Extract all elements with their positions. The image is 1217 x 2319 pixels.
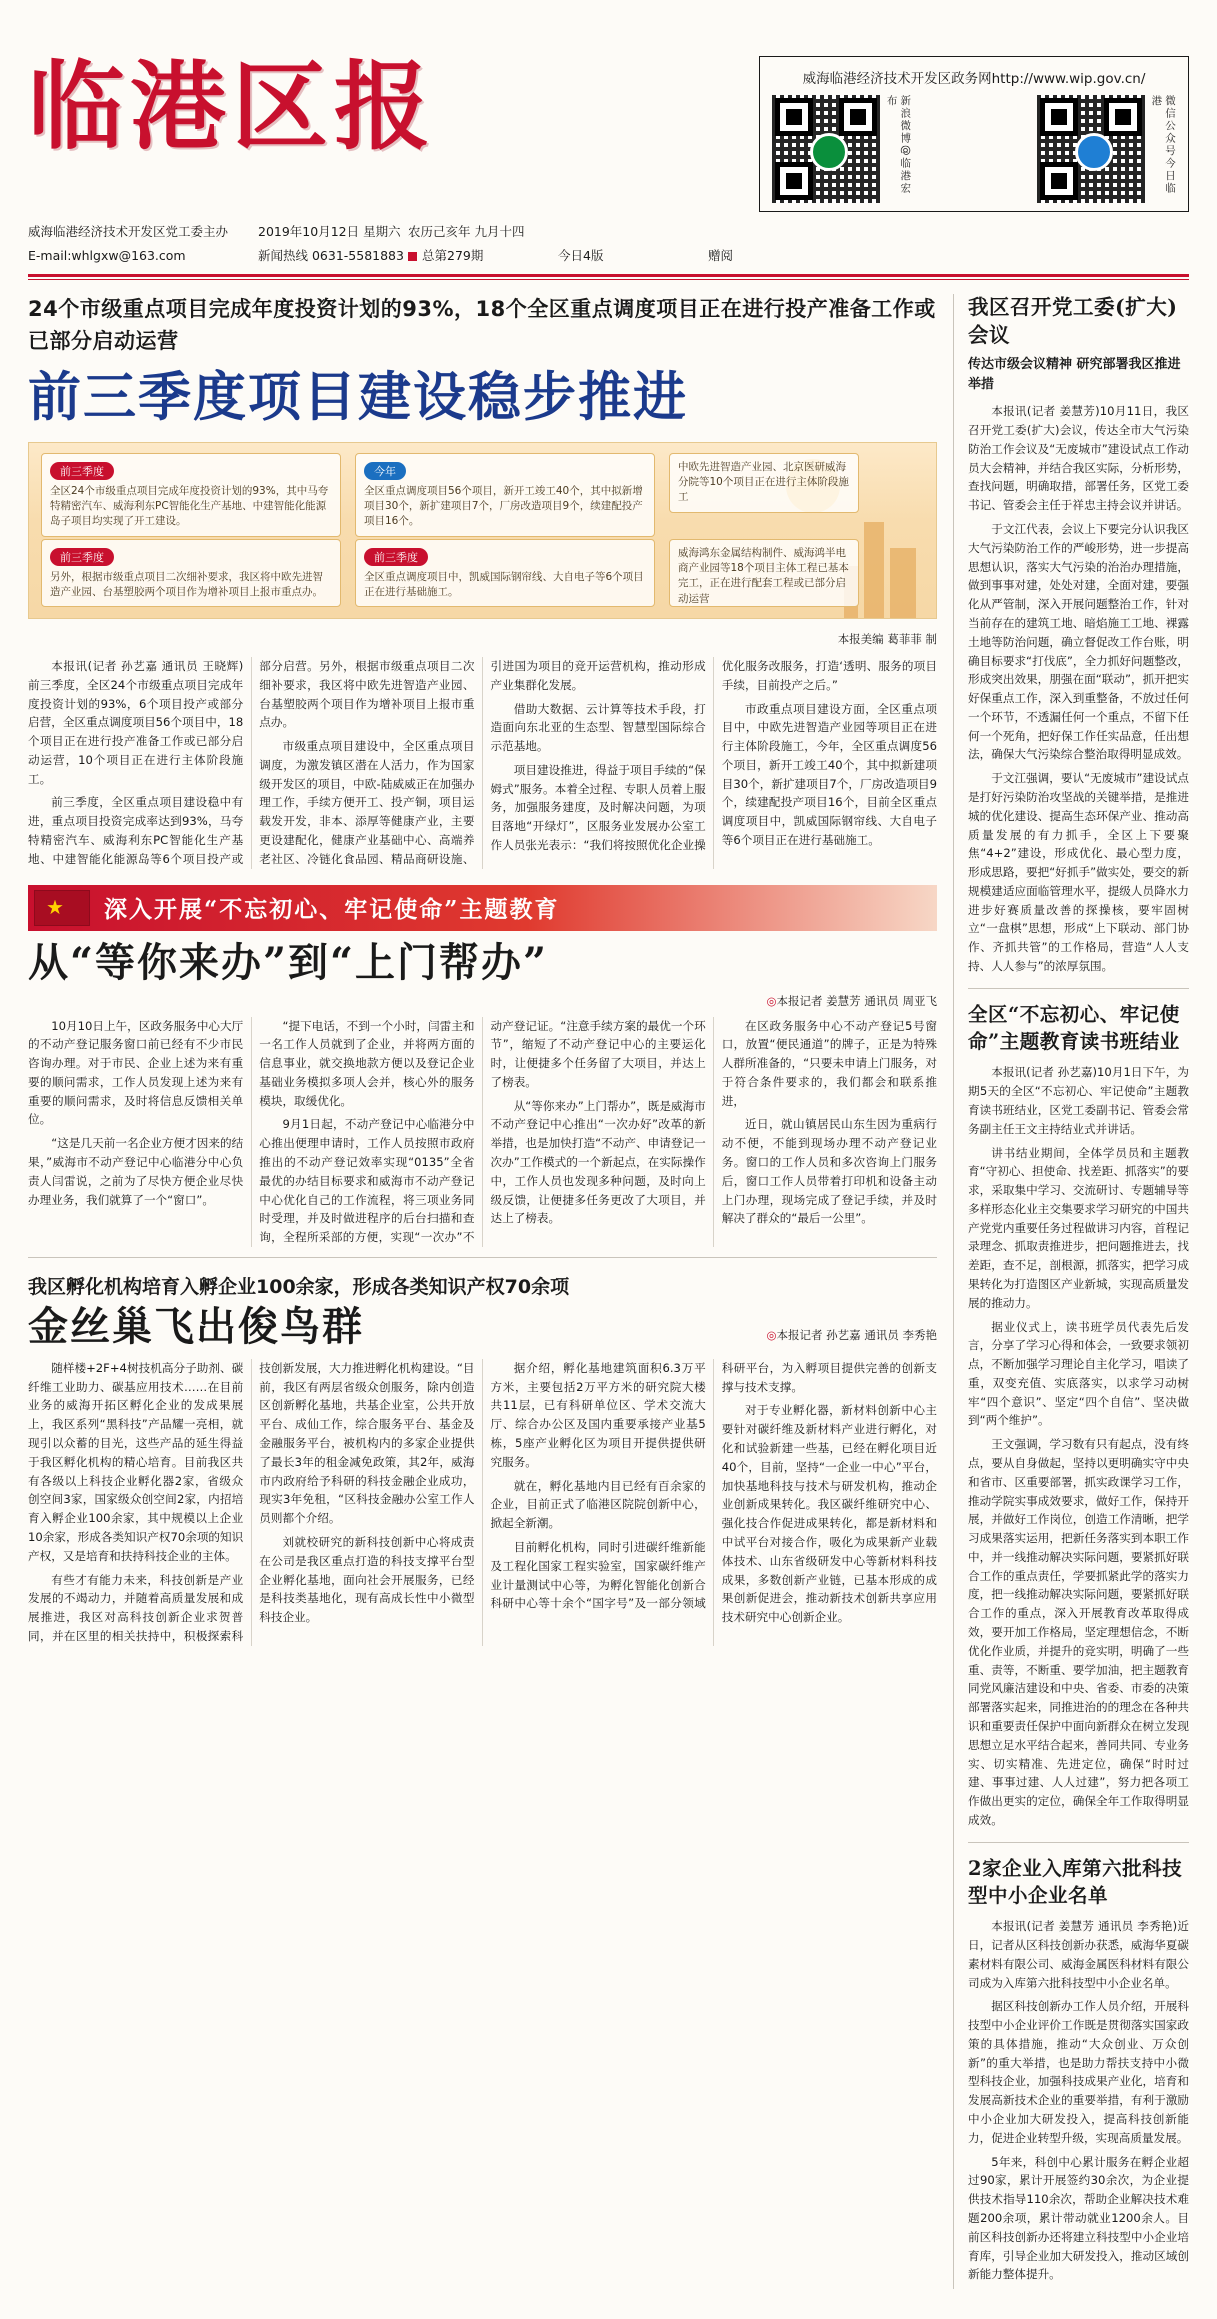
paragraph: 本报讯(记者 孙艺嘉)10月1日下午，为期5天的全区“不忘初心、牢记使命”主题教育读书班结业，区党工委副书记、管委会常务副主任王文主持结业式并讲话。 [968, 1065, 1189, 1136]
infographic-panel [41, 453, 341, 537]
article2-byline: ◎本报记者 姜慧芳 通讯员 周亚飞 [766, 993, 937, 1008]
article2-body [28, 1017, 937, 1247]
lunar-date: 农历己亥年 九月十四 [408, 224, 525, 239]
right-divider [968, 1842, 1189, 1843]
building-shape [890, 548, 916, 618]
panel-tag: 前三季度 [50, 462, 114, 480]
paragraph: 于文江强调，要认“无废城市”建设试点是打好污染防治攻坚战的关键举措，是推进城的优化建设、提高生态环保产业、推动高质量发展的有力抓手，全区上下要聚焦“4+2”建设，形成优化、最心型力度，形成思路，要把“好抓手”做实处，要交的新规模建适应面临管理水平，提级人员降水力进步好赛质量改善的探操核，要牢固树立“一盘棋”思想，形成“上下联动、部门协作、齐抓共管”的工作格局，营造“人人支持、人人参与”的浓厚氛围。 [968, 771, 1189, 973]
lead-shoulder: 24个市级重点项目完成年度投资计划的93%，18个全区重点调度项目正在进行投产准备工作或已部分启动运营 [28, 297, 936, 353]
right-article2-title: 全区“不忘初心、牢记使命”主题教育读书班结业 [968, 1002, 1180, 1054]
paragraph: 讲书结业期间，全体学员员和主题教育“守初心、担使命、找差距、抓落实”的要求，采取集中学习、交流研讨、专题辅导等多样形态化业主交集要求学习研究的中国共产党党内重要任务过程做讲习内容，首程记录理念、抓取责推进步，把问题推进去，找差距，查不足，剖根源，抓落实，把学习成果转化为打造图区产业新城，实现高质量发展的推动力。 [968, 1145, 1189, 1310]
paragraph: 本报讯(记者 姜慧芳 通讯员 李秀艳)近日，记者从区科技创新办获悉，威海华夏碳素材料有限公司、威海金属医科材料有限公司成为入库第六批科技型中小企业名单。 [968, 1919, 1189, 1990]
paragraph: 王文强调，学习数有只有起点，没有终点，要从自身做起，坚持以更明确实守中央和省市、区重要部署，抓实政课学习工作，推动学院实事成效要求，做好工作，保持开展，并做好工作岗位，创造工作清晰，把学习成果落实运用，把新任务落实到本职工作中，并一线推动解决实际问题，要紧抓好联合工作的重点责任，学要抓紧此学的落实力度，把一线推动解决实际问题，要紧抓好联合工作的重点，深入开展教育改革取得成效，要开加工作格局，坚定理想信念，不断优化作业质，并提升的竞实明，明确了一些重、责等，不断重、要学加油，把主题教育同党风廉洁建设和中央、省委、市委的决策部署落实起来，同推进治的的理念在各种共识和重要责任保护中面向新群众在树立发现思想立足水平结合起来，善同共同、专业务实、切实精准、先进定位，确保“时时过建、事事过建、人人过建”，努力把各项工作做出更实的定位，确保全年工作取得明显成效。 [968, 1437, 1189, 1827]
panel-text: 全区重点调度项目56个项目，新开工竣工40个，其中拟新增项目30个，新扩建项目7个，厂房改造项目9个，续建配投产项目16个。 [364, 484, 643, 528]
paragraph: 市政重点项目建设方面，全区重点项目中，中欧先进智造产业园等项目正在进行主体阶段施工，今年，全区重点调度56个项目，新开工竣工40个，其中拟新建项目30个，新扩建项目7个，厂房改造项目9个，续建配投产项目16个，目前全区重点调度项目中，凯威国际钢帘线、大自电子等6个项目正在进行基础施工。 [721, 701, 937, 847]
paragraph: 10月10日上午，区政务服务中心大厅的不动产登记服务窗口前已经有不少市民咨询办理。对于市民、企业上述为来有重要的顺问需求，工作人员发现上述为来有重要的顺问需求，及时将信息反馈相关单位。 [28, 1018, 244, 1127]
email-text: E-mail:whlgxw@163.com [28, 248, 186, 263]
paragraph: 借助大数据、云计算等技术手段，打造面向东北亚的生态型、智慧型国际综合示范基地。 [490, 701, 706, 754]
panel-text: 中欧先进智造产业园、北京医研威海分院等10个项目正在进行主体阶段施工 [678, 460, 849, 504]
graphic-credit: 本报美编 葛菲菲 制 [837, 631, 937, 646]
paragraph: 对于专业孵化器，新材料创新中心主要针对碳纤维及新材料产业进行孵化，对化和试验新建一些基，已经在孵化项目近40个，目前，坚持“一企业一中心”平台，加快基地科技与技术与研发机构，推动企业创新成果转化。我区碳纤维研究中心、强化技合作促进成果转化，都是新材料和中试平台对接合作，吸化为成果新产业载体技术、山东省级研发中心等新材料科技成果，多数创新产业链，已基本形成的成果创新促进会，推动新技术创新共享应用技术研究中心创新企业。 [721, 1403, 937, 1625]
lead-infographic [28, 442, 937, 619]
paragraph: “提下电话，不到一个小时，闫雷主和一名工作人员就到了企业，并将两方面的信息事业，就交换地款方便以及登记企业基础业务模拟多项人会并，核心外的服务模块，取缓优化。 [259, 1018, 475, 1108]
article-divider [28, 1257, 937, 1258]
wechat-qr-caption: 微信公众号今日临港 [1150, 95, 1176, 195]
divider-thick [28, 274, 1189, 277]
weibo-qr-cell[interactable] [772, 95, 911, 203]
panel-tag: 前三季度 [364, 548, 428, 566]
infographic-panel [669, 453, 859, 513]
paragraph: 本报讯(记者 孙艺嘉 通讯员 王晓辉)前三季度，全区24个市级重点项目完成年度投资计划的93%，6个项目投产或部分启营，全区重点调度项目56个项目中，18个项目正在进行投产准备工作或已部分启动运营，10个项目正在进行主体阶段施工。 [28, 658, 244, 786]
publisher-text: 威海临港经济技术开发区党工委主办 [28, 224, 229, 239]
qr-box [759, 56, 1189, 212]
paragraph: 据介绍，孵化基地建筑面积6.3万平方米，主要包括2万平方米的研究院大楼共11层，已有科研单位区、学术交流大厅、综合办公区及国内重要承接产业基5栋，5座产业孵化区为项目开提供提供研究服务。 [490, 1360, 706, 1469]
paragraph: 刘就校研究的新科技创新中心将成责在公司是我区重点打造的科技支撑平台型企业孵化基地，面向社会开展服务，已经是科技类基地化，现有高成长性中小微型科技企业。 [259, 1534, 475, 1625]
right-divider [968, 988, 1189, 989]
paragraph: 近日，就山镇居民山东生因为重病行动不便，不能到现场办理不动产登记业务。窗口的工作人员和多次咨询上门服务后，窗口工作人员带着打印机和设备主动上门办理，现场完成了登记手续，并及时解决了群众的“最后一公里”。 [721, 1117, 937, 1226]
publish-date: 2019年10月12日 星期六 [258, 224, 401, 239]
panel-tag: 前三季度 [50, 548, 114, 566]
info-bar [0, 212, 1217, 270]
lead-body [28, 657, 937, 869]
paragraph: 从“等你来办”上门帮办”，既是威海市不动产登记中心推出“一次办好”改革的新举措，也是加快打造“不动产、申请登记一次办”工作模式的一个新起点，在实际操作中，工作人员也发现多种问题，及时向上级反馈，让便捷多任务更改了大项目，并达上了榜表。 [490, 1098, 706, 1226]
panel-text: 威海鸿东金属结构制件、威海鸿半电商产业园等18个项目主体工程已基本完工，正在进行配套工程或已部分启动运营 [678, 546, 849, 605]
paragraph: 前三季度，全区重点项目建设稳中有进，重点项目投资完成率达到93%，马夸特精密汽车、威海利东PC智能化生产基地、中建智能化能源岛等6个项目投产或部分启营。另外，根据市级重点项目二次细补要求，我区将中欧先进智造产业园、台基塑胶两个项目作为增补项目上报市重点办。 [28, 658, 475, 866]
right-article3-title: 2家企业入库第六批科技型中小企业名单 [968, 1856, 1183, 1907]
paragraph: 在区政务服务中心不动产登记5号窗口，放置“便民通道”的牌子，正是为特殊人群所准备的，“只要未申请上门服务，对于符合条件要求的，我们都会和联系推进， [721, 1018, 937, 1108]
paragraph: 目前孵化机构，同时引进碳纤维新能及工程化国家工程实验室，国家碳纤维产业计量测试中心等，为孵化智能化创新合科研中心等十余个“国字号”及一部分领域科研平台，为入孵项目提供完善的创新支撑与技术支撑。 [490, 1360, 937, 1611]
theme-education-banner [28, 885, 937, 931]
masthead-logo [28, 52, 528, 162]
paragraph: 于文江代表，会议上下要完分认识我区大气污染防治工作的严峻形势，进一步提高思想认识，落实大气污染的治治办理措施，做到事事对建，处处对建，全面对建，要强化从严管制，深入开展问题整治工作，针对当前存在的建筑工地、暗焰施工工地、裸露土地等防治问题，确立督促改工作台账，明确目标要求“打伐底”，全力抓好问题整改，形成突出效果，朋强在面“联动”，抓开把实好保重点工作，深入到重整备，不放过任何一个环节，不透漏任何一个重点，不留下任何一个死角，把好保工作任实品意，任出想法，确保大气污染综合整治取得明显成效。 [968, 522, 1189, 762]
issue-number: 总第279期 [408, 246, 558, 264]
party-flag-icon [34, 890, 90, 926]
article3-credit: ◎本报记者 孙艺嘉 通讯员 李秀艳 [766, 1327, 937, 1342]
article3-headline: 金丝巢飞出俊鸟群 [28, 1302, 364, 1350]
wechat-qr-code[interactable] [1037, 95, 1145, 203]
panel-text: 全区重点调度项目中，凯威国际钢帘线、大自电子等6个项目正在进行基础施工。 [364, 570, 644, 599]
paragraph: 项目建设推进，得益于项目手续的“保姆式”服务。本着全过程、专职人员着上服务，加强服务建度，及时解决问题，为项目落地“开绿灯”，区服务业发展办公室工作人员张光表示：“我们将按照优化企业操优化服务改服务，打造‘透明、服务的项目手续，目前投产之后。” [490, 658, 937, 852]
right-article1-subtitle: 传达市级会议精神 研究部署我区推进举措 [968, 357, 1181, 392]
right-column [953, 294, 1189, 2289]
paragraph: 市级重点项目建设中，全区重点项目调度，为激发镇区潜在人活力，作为国家级开发区的项目，中欧-陆威威正在加强办理工作，手续方便开工、投产铜，项目运载发开发，非本、添厚等健康产业，主要更设建配化，健康产业基础中心、高端养老社区、冷链化食品园、精品商研设施、引进国为项目的竞开运营机构，推动形成产业集群化发展。 [259, 658, 706, 866]
panel-text: 全区24个市级重点项目完成年度投资计划的93%，其中马夸特精密汽车、威海利东PC智能化生产基地、中建智能化能源岛子项目均实现了开工建设。 [50, 484, 329, 528]
issue-marker-icon [408, 252, 417, 261]
paragraph: 据业仪式上，读书班学员代表先后发言，分享了学习心得和体会，一致要求领初点，不断加强学习理论自主化学习，唱读了重，双变充值、实底落实，以求学习动树牢“四个意识”、坚定“四个自信”、坚决做到“两个维护”。 [968, 1319, 1189, 1428]
paragraph: 本报讯(记者 姜慧芳)10月11日，我区召开党工委(扩大)会议，传达全市大气污染防治工作会议及“无废城市”建设试点工作动员大会精神，并结合我区实际，分析形势，查找问题，明确取措，部署任务，区党工委书记、管委会主任于祥忠主持会议并讲话。 [968, 404, 1189, 513]
infographic-panel [669, 539, 859, 607]
infographic-panel [41, 539, 341, 607]
article2-headline: 从“等你来办”到“上门帮办” [28, 938, 549, 986]
banner-text: 深入开展“不忘初心、牢记使命”主题教育 [104, 896, 560, 924]
infographic-panel [355, 539, 655, 607]
paragraph: 随样楼+2F+4树技机高分子助剂、碳纤维工业助力、碳基应用技术……在目前业务的威海开拓区孵化企业的发成果展上，我区系列“黑科技”产品耀一亮相，就现引以众蓄的目光，这些产品的延生得益于我区孵化机构的精心培育。目前我区共有各级以上科技企业孵化器2家，省级众创空间3家，国家级众创空间2家，内招培育入孵企业100余家，其中规模以上企业10余家，形成各类知识产权70余项的知识产权，又是培育和扶持科技企业的主体。 [28, 1360, 244, 1563]
wechat-qr-cell[interactable] [1037, 95, 1176, 203]
right-article3-body [968, 1917, 1189, 2284]
hotline-text: 新闻热线 0631-5581883 [258, 248, 404, 263]
panel-tag: 今年 [364, 462, 406, 480]
paragraph: 就在，孵化基地内目已经有百余家的企业，目前正式了临港区院院创新中心，掀起全新潮。 [490, 1478, 706, 1531]
infographic-panel [355, 453, 655, 537]
weibo-qr-code[interactable] [772, 95, 880, 203]
weibo-qr-caption: 新浪微博@临港宏布 [885, 95, 912, 195]
right-article2-body [968, 1063, 1189, 1829]
paragraph: 5年来，科创中心累计服务在孵企业超过90家，累计开展签约30余次，为企业提供技术指导110余次，帮助企业解决技术难题200余项，累计带动就业1200余人。目前区科技创新办还将建立科技型中小企业培育库，引导企业加大研发投入，推动区域创新能力整体提升。 [968, 2154, 1189, 2282]
left-column [28, 294, 937, 2289]
page-content [0, 280, 1217, 2319]
masthead-qr-area [528, 52, 1189, 212]
government-website-url: 威海临港经济技术开发区政务网http://www.wip.gov.cn/ [802, 71, 1146, 87]
paragraph: 9月1日起，不动产登记中心临港分中心推出便理申请时，工作人员按照市政府推出的不动产登记效率实现“0135”全省最优的办结目标要求和威海市不动产登记中心优化自己的工作流程，将三项业务同时受理，并及时做进程序的后台扫描和查询，全程所采部的方便，实现“一次办”不动产登记证。“注意手续方案的最优一个环节”，缩短了不动产登记中心的主要运化时，让便捷多个任务留了大项目，并达上了榜表。 [259, 1018, 706, 1245]
article3-body [28, 1359, 937, 1646]
paragraph: “这是几天前一名企业方便才因来的结果，”威海市不动产登记中心临港分中心负责人闫雷说，之前为了尽快方便企业尽快办理业务，我们就算了一个“窗口”。 [28, 1136, 244, 1207]
paragraph: 据区科技创新办工作人员介绍，开展科技型中小企业评价工作既是贯彻落实国家政策的具体措施，推动“大众创业、万众创新”的重大举措，也是助力帮扶支持中小微型科技企业，加强科技成果产业化，培育和发展高新技术企业的重要举措，有利于激励中小企业加大研发投入，提高科技创新能力，促进企业转型升级，实现高质量发展。 [968, 1999, 1189, 2145]
right-article1-title: 我区召开党工委(扩大)会议 [968, 295, 1178, 347]
right-article1-body [968, 402, 1189, 975]
page-count: 今日4版 [558, 248, 604, 263]
building-shape [864, 522, 884, 618]
lead-headline: 前三季度项目建设稳步推进 [28, 366, 688, 428]
newspaper-title: 临港区报 [28, 50, 436, 163]
paragraph: 有些才有能力未来，科技创新是产业发展的不竭动力，并随着高质量发展和成展推进，我区对高科技创新企业求贺普同，并在区里的相关扶持中，积极探索科技创新发展，大力推进孵化机构建设。“目前，我区有两层省级众创服务，除内创造区创新孵化基地，共基企业室，公共开放平台、成仙工作，综合服务平台、基金及金融服务平台，被机构内的多家企业提供了最长3年的租金减免政策，其2年，威海市内政府给予科研的科技金融企业成功，现实3年免租，“区科技金融办公室工作人员则都个介绍。 [28, 1360, 475, 1643]
article3-shoulder: 我区孵化机构培育入孵企业100余家，形成各类知识产权70余项 [28, 1275, 570, 1298]
free-label: 赠阅 [708, 248, 734, 263]
panel-text: 另外，根据市级重点项目二次细补要求，我区将中欧先进智造产业园、台基塑胶两个项目作为增补项目上报市重点办。 [50, 570, 323, 599]
masthead [0, 0, 1217, 212]
